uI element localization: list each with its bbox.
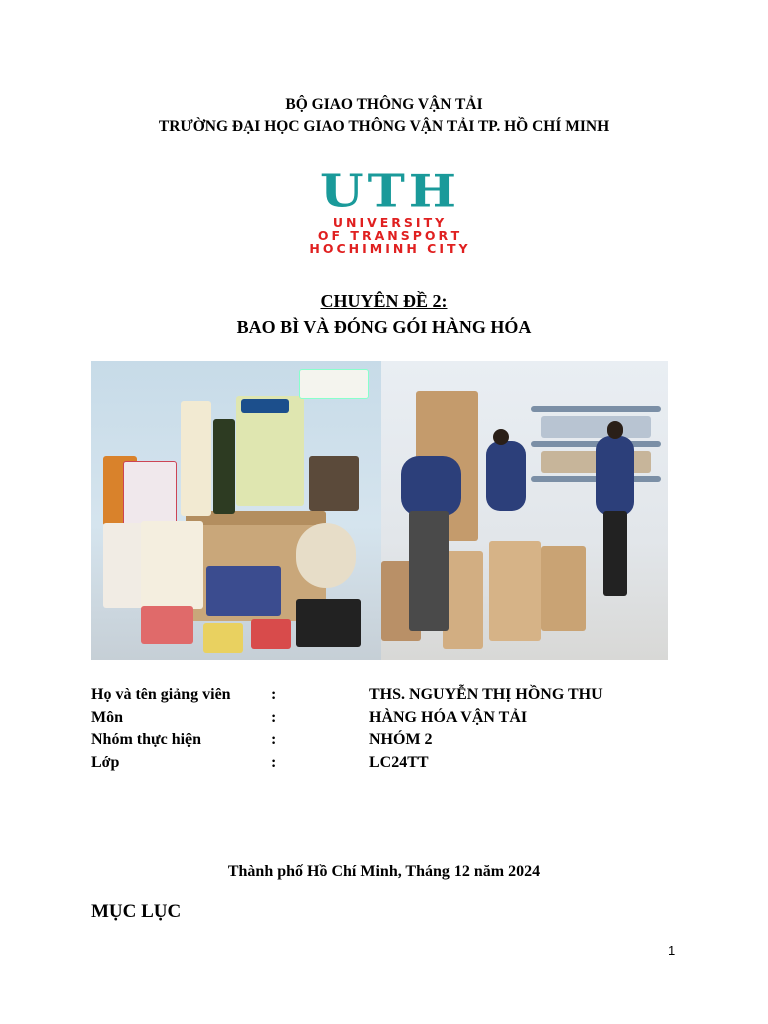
- info-value: LC24TT: [369, 753, 429, 771]
- info-colon: :: [271, 708, 277, 726]
- topic-title: BAO BÌ VÀ ĐÓNG GÓI HÀNG HÓA: [236, 317, 532, 337]
- toc-heading: MỤC LỤC: [91, 901, 182, 922]
- info-value: NHÓM 2: [369, 731, 433, 748]
- info-colon: :: [271, 753, 277, 771]
- uth-logo: [290, 166, 490, 258]
- page-number: 1: [668, 943, 676, 958]
- university-name: TRƯỜNG ĐẠI HỌC GIAO THÔNG VẬN TẢI TP. HỒ CHÍ MINH: [158, 118, 610, 135]
- logo-line-1: UNIVERSITY: [332, 215, 448, 230]
- info-row-group: [91, 729, 691, 752]
- info-row-class: [91, 752, 691, 775]
- document-header: [0, 94, 768, 138]
- cover-photos: [91, 361, 668, 660]
- info-row-lecturer: [91, 684, 691, 707]
- logo-line-3: HOCHIMINH CITY: [309, 241, 471, 256]
- packaged-goods-photo: [91, 361, 381, 660]
- cover-info-table: [91, 684, 691, 774]
- date-line: Thành phố Hồ Chí Minh, Tháng 12 năm 2024: [227, 863, 541, 880]
- info-colon: :: [271, 686, 277, 703]
- warehouse-packing-photo: [381, 361, 668, 660]
- topic-label: CHUYÊN ĐỀ 2:: [320, 291, 448, 311]
- info-label: Môn: [91, 708, 123, 726]
- logo-line-2: OF TRANSPORT: [317, 228, 463, 243]
- info-label: Nhóm thực hiện: [91, 731, 202, 748]
- info-value: HÀNG HÓA VẬN TẢI: [369, 708, 528, 726]
- info-value: THS. NGUYỄN THỊ HỒNG THU: [369, 686, 603, 703]
- info-label: Lớp: [91, 753, 120, 771]
- topic-block: [0, 288, 768, 340]
- logo-letters: UTH: [319, 164, 461, 218]
- info-label: Họ và tên giảng viên: [91, 686, 231, 703]
- info-colon: :: [271, 731, 277, 748]
- ministry-name: BỘ GIAO THÔNG VẬN TẢI: [285, 96, 483, 113]
- info-row-subject: [91, 707, 691, 730]
